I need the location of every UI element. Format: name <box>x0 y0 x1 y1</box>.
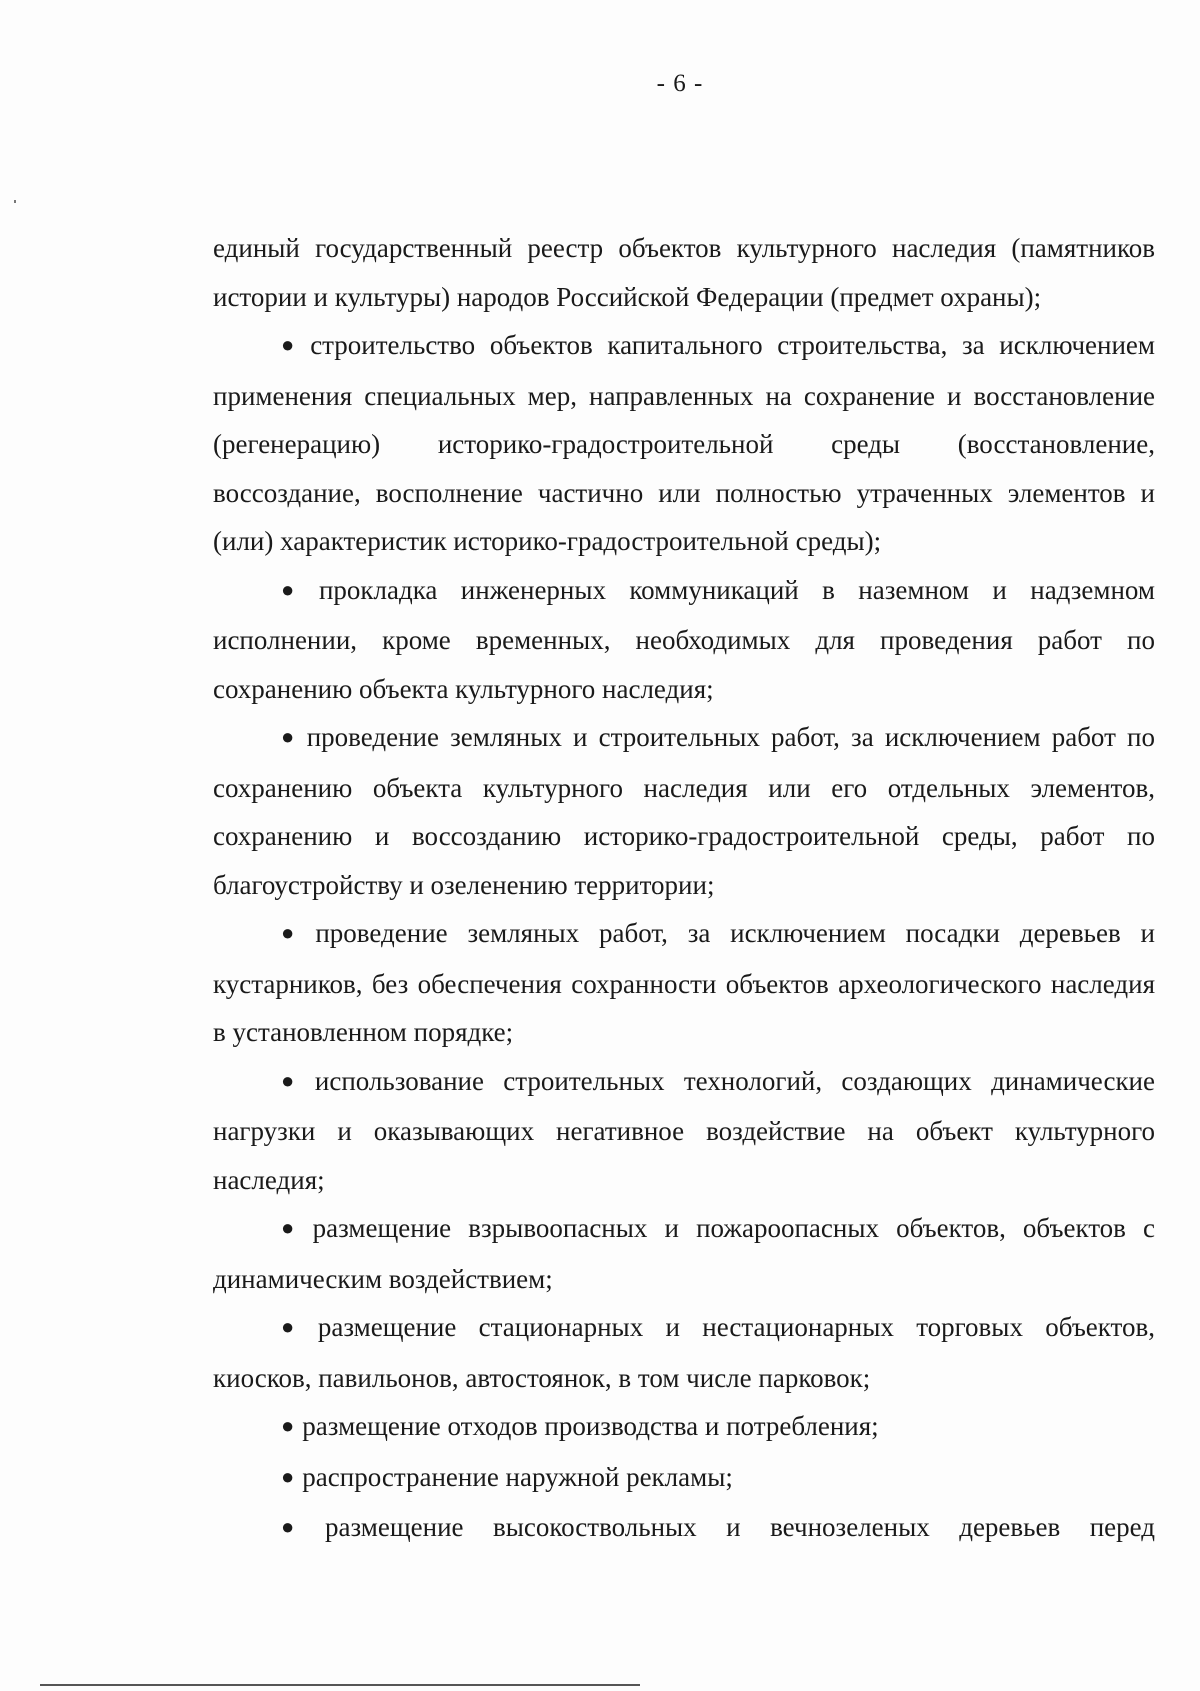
document-body <box>213 224 1155 1554</box>
list-item-text: распространение наружной рекламы; <box>302 1461 733 1492</box>
list-item <box>213 1303 1155 1402</box>
list-item-text: размещение взрывоопасных и пожароопасных объектов, объектов с динамическим воздействием; <box>213 1213 1155 1294</box>
list-item-text: размещение высокоствольных и вечнозеленых деревьев перед <box>325 1512 1155 1542</box>
list-item-text: размещение стационарных и нестационарных торговых объектов, киосков, павильонов, автостоянок, в том числе парковок; <box>213 1312 1155 1393</box>
bullet-icon: ● <box>281 1413 295 1438</box>
bullet-icon: ● <box>281 920 308 945</box>
page-bottom-edge <box>40 1684 640 1686</box>
list-item <box>213 713 1155 909</box>
list-item-text: размещение отходов производства и потребления; <box>302 1411 879 1441</box>
bullet-icon: ● <box>281 724 299 749</box>
bullet-icon: ● <box>281 1314 310 1339</box>
scan-mark <box>14 200 16 203</box>
bullet-icon: ● <box>281 332 303 357</box>
list-item <box>213 1402 1155 1453</box>
list-item <box>213 1503 1155 1554</box>
bullet-icon: ● <box>281 1514 318 1539</box>
bullet-icon: ● <box>281 1463 295 1489</box>
list-item-text: проведение земляных работ, за исключением посадки деревьев и кустарников, без обеспечения сохранности объектов археологического наследия в установленном порядке; <box>213 918 1155 1047</box>
list-item-text: проведение земляных и строительных работ, за исключением работ по сохранению объекта культурного наследия или его отдельных элементов, сохранению и воссозданию историко-градостроительной среды, работ по благоустройству и озеленению территории; <box>213 722 1155 900</box>
bullet-icon: ● <box>281 1215 305 1240</box>
bullet-icon: ● <box>281 576 311 602</box>
list-item <box>213 1453 1155 1504</box>
list-item <box>213 321 1155 566</box>
list-item-text: прокладка инженерных коммуникаций в наземном и надземном исполнении, кроме временных, необходимых для проведения работ по сохранению объекта культурного наследия; <box>213 574 1155 704</box>
list-item-text: использование строительных технологий, создающих динамические нагрузки и оказывающих негативное воздействие на объект культурного наследия; <box>213 1065 1155 1195</box>
bullet-icon: ● <box>281 1067 307 1093</box>
list-item <box>213 1204 1155 1303</box>
list-item <box>213 909 1155 1057</box>
list-item-text: строительство объектов капитального строительства, за исключением применения специальных мер, направленных на сохранение и восстановление (регенерацию) историко-градостроительной среды (восстановление, воссоздание, восполнение частично или полностью утраченных элементов и (или) характеристик историко-градостроительной среды); <box>213 330 1155 556</box>
lead-paragraph: единый государственный реестр объектов культурного наследия (памятников истории и культуры) народов Российской Федерации (предмет охраны); <box>213 233 1155 312</box>
list-item <box>213 566 1155 714</box>
page-number: - 6 - <box>656 70 704 97</box>
list-item <box>213 1057 1155 1205</box>
